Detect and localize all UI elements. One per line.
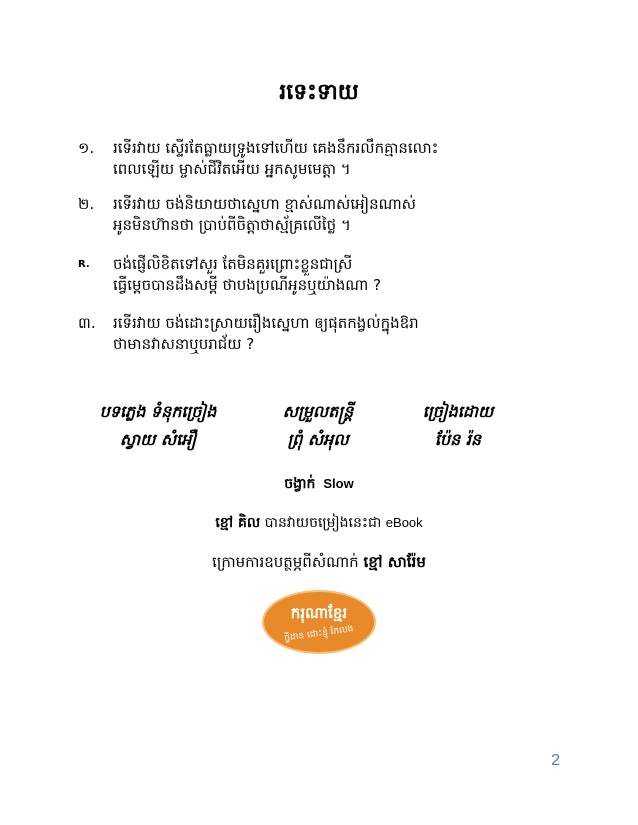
- credit-label: សម្រួលតន្ត្រី: [282, 402, 354, 421]
- refrain-marker: R.: [78, 259, 90, 270]
- page-number: 2: [551, 752, 560, 769]
- ebook-format: eBook: [385, 515, 423, 530]
- karuna-khmer-logo: [262, 590, 376, 654]
- ebook-line: [0, 513, 638, 534]
- refrain: [78, 254, 538, 296]
- tempo-value: Slow: [323, 476, 354, 491]
- credit-name: ប៉ែន រ៉ន: [434, 430, 482, 449]
- verse-2: [78, 194, 538, 236]
- logo-subtitle: ថ្វីដាន ដោះខ្ញុំ កែលង: [283, 624, 355, 644]
- verse-line: ថាមានវាសនាឬបរាជ័យ ?: [113, 335, 255, 353]
- credit-name: ស្វាយ សំអឿ: [119, 430, 197, 449]
- verse-line: រទើរវាយ ចង់ដោះស្រាយរឿងស្នេហា ឲ្យផុតកង្វល់ក្នុងឱរា: [113, 314, 419, 332]
- credit-label: ច្រៀងដោយ: [422, 402, 494, 421]
- song-title: រទេះទាយ: [279, 80, 359, 105]
- verse-number: ២.: [78, 195, 95, 213]
- verse-line: ធ្វើម្តេចបានដឹងសម្តី ថាបងប្រណីអូនឬយ៉ាងណា ?: [113, 276, 382, 294]
- verse-line: រទើរវាយ ចង់និយាយថាស្នេហា ខ្មាស់ណាស់អៀនណាស់: [113, 195, 416, 213]
- ebook-text: បានវាយចម្រៀងនេះជា: [264, 515, 382, 531]
- logo-title: ករុណាខ្មែរ: [290, 604, 348, 622]
- credit-name: ព្រុំ សំអុល: [287, 430, 349, 449]
- verse-line: ចង់ផ្ញើលិខិតទៅសួរ តែមិនគួរព្រោះខ្លួនជាស្រី: [113, 255, 353, 273]
- verse-number: ៣.: [78, 314, 96, 332]
- credit-lyricist: [78, 398, 238, 454]
- verse-1: [78, 138, 538, 180]
- credit-arranger: [238, 398, 398, 454]
- typist-name: ខ្មៅ គិល: [215, 515, 261, 531]
- verse-line: អូនមិនហ៊ានថា ប្រាប់ពីចិត្តាថាស្ម័គ្រលើថ្លៃ ។: [113, 216, 351, 234]
- sponsor-text: ក្រោមការឧបត្ថម្ភពីសំណាក់: [212, 553, 359, 571]
- credit-label: បទភ្លេង ទំនុកច្រៀង: [99, 402, 217, 421]
- verse-number: ១.: [78, 139, 95, 157]
- verse-line: រទើរវាយ ស្ទើរតែធ្លាយទ្រូងទៅហើយ គេងនឹករលឹកគ្មានលោះ: [113, 139, 439, 157]
- sponsor-line: [0, 553, 638, 575]
- sponsor-name: ខ្មៅ សារ៉ែម: [363, 553, 426, 571]
- credit-singer: [378, 398, 538, 454]
- verse-line: ពេលឡើយ ម្ចាស់ជីវិតអើយ អ្នកសូមមេត្តា ។: [113, 160, 351, 178]
- tempo-line: [0, 474, 638, 495]
- verse-3: [78, 313, 538, 355]
- tempo-label: ចង្វាក់: [284, 476, 316, 492]
